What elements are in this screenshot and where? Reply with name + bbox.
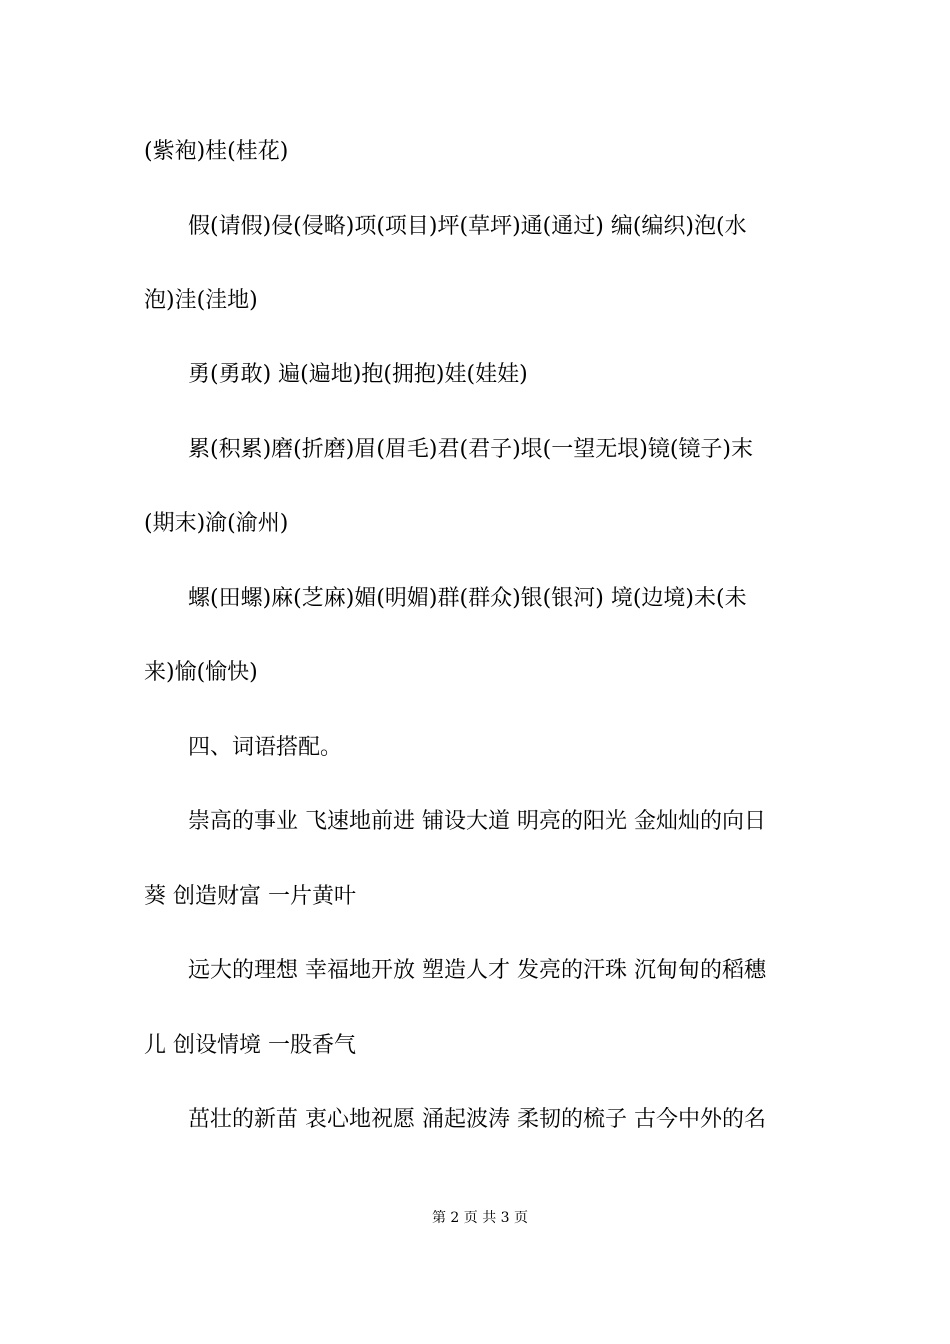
text-line: 勇(勇敢) 遍(遍地)抱(拥抱)娃(娃娃) — [188, 362, 528, 387]
text-line: 儿 创设情境 一股香气 — [144, 1033, 356, 1058]
text-line: 累(积累)磨(折磨)眉(眉毛)君(君子)垠(一望无垠)镜(镜子)末 — [188, 437, 753, 462]
text-line: 崇高的事业 飞速地前进 铺设大道 明亮的阳光 金灿灿的向日 — [188, 809, 766, 834]
section-heading: 四、词语搭配。 — [188, 735, 343, 760]
text-line: 茁壮的新苗 衷心地祝愿 涌起波涛 柔韧的梳子 古今中外的名 — [188, 1107, 766, 1132]
text-line: 假(请假)侵(侵略)项(项目)坪(草坪)通(通过) 编(编织)泡(水 — [188, 214, 747, 239]
text-line: (期末)渝(渝州) — [144, 511, 289, 536]
text-line: 泡)洼(洼地) — [144, 288, 258, 313]
text-line: 螺(田螺)麻(芝麻)媚(明媚)群(群众)银(银河) 境(边境)未(未 — [188, 586, 747, 611]
text-line: 远大的理想 幸福地开放 塑造人才 发亮的汗珠 沉甸甸的稻穗 — [188, 958, 766, 983]
text-line: 来)愉(愉快) — [144, 660, 258, 685]
text-line: (紫袍)桂(桂花) — [144, 139, 289, 164]
text-line: 葵 创造财富 一片黄叶 — [144, 884, 356, 909]
page-footer: 第 2 页 共 3 页 — [431, 1210, 529, 1226]
